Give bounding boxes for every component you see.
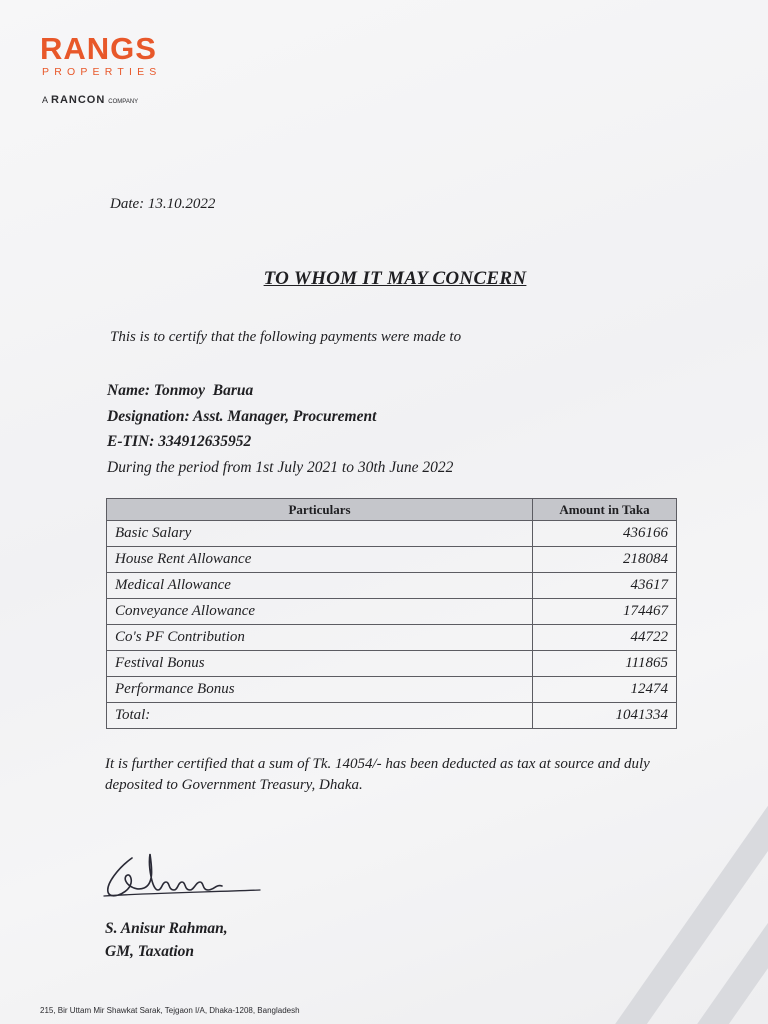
table-row <box>107 625 677 651</box>
letter-intro: This is to certify that the following payments were made to <box>110 329 462 345</box>
particular-cell: Conveyance Allowance <box>107 599 533 625</box>
table-row <box>107 547 677 573</box>
signer-name: S. Anisur Rahman, <box>105 920 228 937</box>
particular-cell: Co's PF Contribution <box>107 625 533 651</box>
signature-image <box>100 846 270 913</box>
employee-etin: E-TIN: 334912635952 <box>107 433 252 450</box>
total-amount-cell: 1041334 <box>533 703 677 729</box>
logo-brand: RANGS <box>40 31 157 66</box>
tax-certification-text: It is further certified that a sum of Tk. 14054/- has been deducted as tax at source and duly deposited to Government Treasury, Dhaka. <box>105 756 650 793</box>
particular-cell: Festival Bonus <box>107 651 533 677</box>
particular-cell: House Rent Allowance <box>107 547 533 573</box>
employee-designation: Designation: Asst. Manager, Procurement <box>107 407 377 425</box>
payments-table <box>106 498 677 729</box>
signer-title: GM, Taxation <box>105 943 195 960</box>
amount-cell: 12474 <box>533 677 677 703</box>
payment-period: During the period from 1st July 2021 to 30th June 2022 <box>107 458 454 476</box>
amount-cell: 111865 <box>533 651 677 677</box>
table-row <box>107 521 677 547</box>
logo-tagline <box>42 94 162 106</box>
company-logo <box>40 32 162 106</box>
header-amount: Amount in Taka <box>533 499 677 521</box>
employee-details <box>107 378 453 480</box>
letter-date: Date: 13.10.2022 <box>110 196 216 212</box>
logo-tag-prefix: A <box>42 95 49 105</box>
table-total-row <box>107 703 677 729</box>
amount-cell: 218084 <box>533 547 677 573</box>
letter-heading: TO WHOM IT MAY CONCERN <box>263 268 527 289</box>
logo-tag-name: RANCON <box>51 94 106 106</box>
employee-name: Name: Tonmoy Barua <box>107 382 254 399</box>
signer-block <box>105 917 228 963</box>
particular-cell: Medical Allowance <box>107 573 533 599</box>
table-row <box>107 573 677 599</box>
footer-address: 215, Bir Uttam Mir Shawkat Sarak, Tejgaon I/A, Dhaka-1208, Bangladesh <box>40 1006 300 1015</box>
table-row <box>107 599 677 625</box>
particular-cell: Performance Bonus <box>107 677 533 703</box>
particular-cell: Basic Salary <box>107 521 533 547</box>
logo-tag-suffix: COMPANY <box>108 99 139 105</box>
amount-cell: 43617 <box>533 573 677 599</box>
amount-cell: 436166 <box>533 521 677 547</box>
table-row <box>107 677 677 703</box>
header-particulars: Particulars <box>107 499 533 521</box>
amount-cell: 44722 <box>533 625 677 651</box>
amount-cell: 174467 <box>533 599 677 625</box>
table-header-row <box>107 499 677 521</box>
table-row <box>107 651 677 677</box>
total-label-cell: Total: <box>107 703 533 729</box>
logo-brand-sub: PROPERTIES <box>42 66 162 78</box>
